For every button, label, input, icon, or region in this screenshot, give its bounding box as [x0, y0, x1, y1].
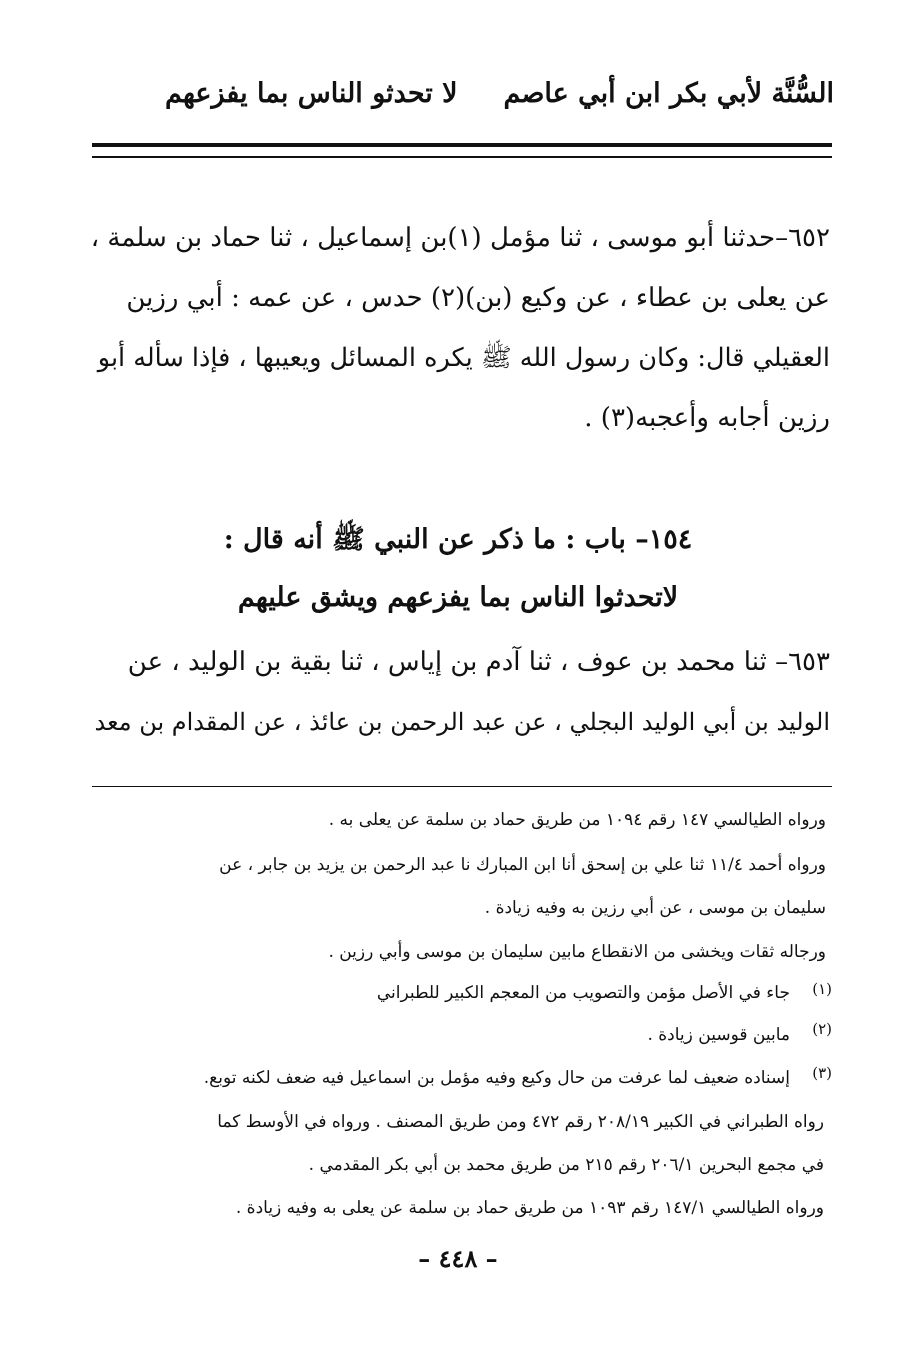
footnote-line: جاء في الأصل مؤمن والتصويب من المعجم الكبير للطبراني	[376, 983, 790, 1003]
chapter-title-header: لا تحدثو الناس بما يفزعهم	[165, 78, 458, 109]
footnote-line: إسناده ضعيف لما عرفت من حال وكيع وفيه مؤمل بن اسماعيل فيه ضعف لكنه توبع.	[203, 1068, 790, 1088]
text-line: ٦٥٣– ثنا محمد بن عوف ، ثنا آدم بن إياس ، ثنا بقية بن الوليد ، عن	[127, 647, 830, 677]
book-title-header: السُّنَّة لأبي بكر ابن أبي عاصم	[503, 78, 834, 109]
text-line: ٦٥٢–حدثنا أبو موسى ، ثنا مؤمل (١)بن إسماعيل ، ثنا حماد بن سلمة ،	[90, 223, 830, 253]
chapter-heading: ١٥٤– باب : ما ذكر عن النبي ﷺ أنه قال :	[223, 524, 693, 555]
footnote-marker: (٢)	[812, 1020, 832, 1038]
text-line: الوليد بن أبي الوليد البجلي ، عن عبد الرحمن بن عائذ ، عن المقدام بن معد	[94, 708, 830, 736]
hadith-652	[86, 208, 830, 448]
footnote-line: رواه الطبراني في الكبير ٢٠٨/١٩ رقم ٤٧٢ ومن طريق المصنف . ورواه في الأوسط كما	[217, 1112, 824, 1132]
footnote-line: ورواه الطيالسي ١٤٧/١ رقم ١٠٩٣ من طريق حماد بن سلمة عن يعلى به وفيه زيادة .	[235, 1198, 824, 1218]
footnote-line: ورواه أحمد ١١/٤ ثنا علي بن إسحق أنا ابن المبارك نا عبد الرحمن بن يزيد بن جابر ، عن	[219, 855, 826, 875]
header-rule-thick	[92, 143, 832, 147]
footnote-line: ورواه الطيالسي ١٤٧ رقم ١٠٩٤ من طريق حماد بن سلمة عن يعلى به .	[328, 810, 826, 830]
footnote-line: مابين قوسين زيادة .	[647, 1025, 790, 1045]
chapter-subheading: لاتحدثوا الناس بما يفزعهم ويشق عليهم	[237, 582, 679, 613]
text-line: العقيلي قال: وكان رسول الله ﷺ يكره المسائل ويعيبها ، فإذا سأله أبو	[97, 343, 830, 373]
footnote-line: ورجاله ثقات ويخشى من الانقطاع مابين سليمان بن موسى وأبي رزين .	[328, 942, 826, 962]
footnote-rule	[92, 786, 832, 787]
text-line: عن يعلى بن عطاء ، عن وكيع (بن)(٢) حدس ، عن عمه : أبي رزين	[126, 283, 830, 313]
footnote-line: في مجمع البحرين ٢٠٦/١ رقم ٢١٥ من طريق محمد بن أبي بكر المقدمي .	[308, 1155, 824, 1175]
hadith-653	[86, 632, 830, 752]
footnote-marker: (١)	[812, 980, 832, 998]
text-line: رزين أجابه وأعجبه(٣) .	[584, 403, 830, 433]
footnote-line: سليمان بن موسى ، عن أبي رزين به وفيه زيادة .	[484, 898, 826, 918]
header-rule-thin	[92, 156, 832, 158]
page-number: – ٤٤٨ –	[418, 1244, 498, 1273]
footnote-marker: (٣)	[812, 1064, 832, 1082]
